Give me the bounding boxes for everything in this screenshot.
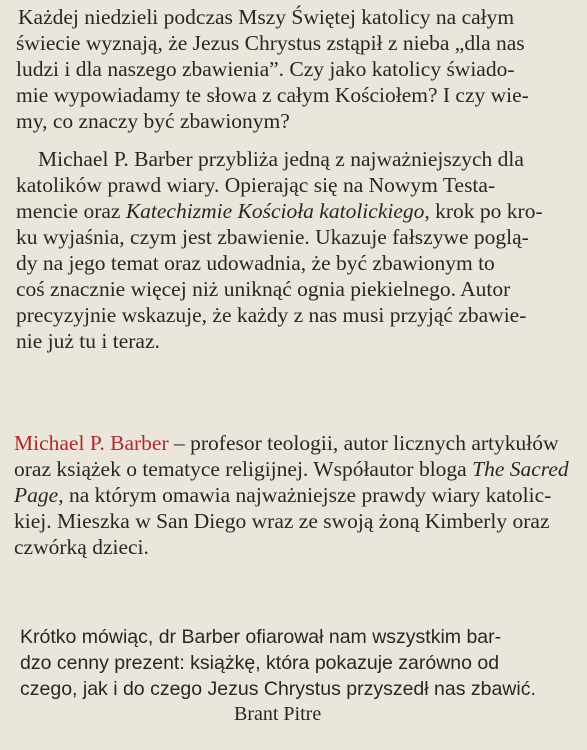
bio-text: oraz książek o tematyce religijnej. Współautor bloga — [14, 457, 473, 481]
quote-line-1: Krótko mówiąc, dr Barber ofiarował nam wszystkim bar- — [20, 626, 502, 648]
quote-line-3: czego, jak i do czego Jezus Chrystus przyszedł nas zbawić. — [20, 678, 536, 700]
description-text: , krok po kro- — [424, 199, 543, 223]
catechism-title: Katechizmie Kościoła katolickiego — [125, 199, 425, 223]
description-line-1: Michael P. Barber przybliża jedną z najważniejszych dla — [38, 147, 524, 171]
description-line-7: precyzyjnie wskazuje, że każdy z nas musi przyjąć zbawie- — [16, 303, 527, 327]
bio-text: – profesor teologii, autor licznych artykułów — [168, 431, 559, 455]
intro-line-4: mie wypowiadamy te słowa z całym Kościołem? I czy wie- — [16, 83, 529, 107]
description-text: mencie oraz — [16, 199, 126, 223]
bio-text: , na którym omawia najważniejsze prawdy wiary katolic- — [58, 483, 552, 507]
bio-line-3 — [14, 482, 551, 508]
description-line-5: dy na jego temat oraz udowadnia, że być zbawionym to — [16, 251, 495, 275]
bio-line-1 — [14, 430, 559, 456]
blog-title: Page — [14, 483, 59, 507]
bio-line-2 — [14, 456, 569, 482]
bio-line-4: kiej. Mieszka w San Diego wraz ze swoją żoną Kimberly oraz — [14, 509, 550, 533]
blog-title: The Sacred — [472, 457, 569, 481]
description-line-4: ku wyjaśnia, czym jest zbawienie. Ukazuje fałszywe poglą- — [16, 225, 529, 249]
description-line-2: katolików prawd wiary. Opierając się na Nowym Testa- — [16, 173, 496, 197]
quote-author: Brant Pitre — [234, 703, 322, 725]
intro-line-3: ludzi i dla naszego zbawienia”. Czy jako katolicy świado- — [16, 57, 515, 81]
quote-line-2: dzo cenny prezent: książkę, która pokazuje zarówno od — [20, 652, 500, 674]
intro-line-1: Każdej niedzieli podczas Mszy Świętej katolicy na całym — [18, 5, 515, 29]
bio-line-5: czwórką dzieci. — [14, 535, 149, 559]
description-line-8: nie już tu i teraz. — [16, 329, 160, 353]
intro-line-5: my, co znaczy być zbawionym? — [16, 109, 290, 133]
description-line-3 — [16, 198, 543, 224]
description-line-6: coś znacznie więcej niż uniknąć ognia piekielnego. Autor — [16, 277, 511, 301]
intro-line-2: świecie wyznają, że Jezus Chrystus zstąpił z nieba „dla nas — [16, 31, 525, 55]
author-name: Michael P. Barber — [14, 431, 169, 455]
